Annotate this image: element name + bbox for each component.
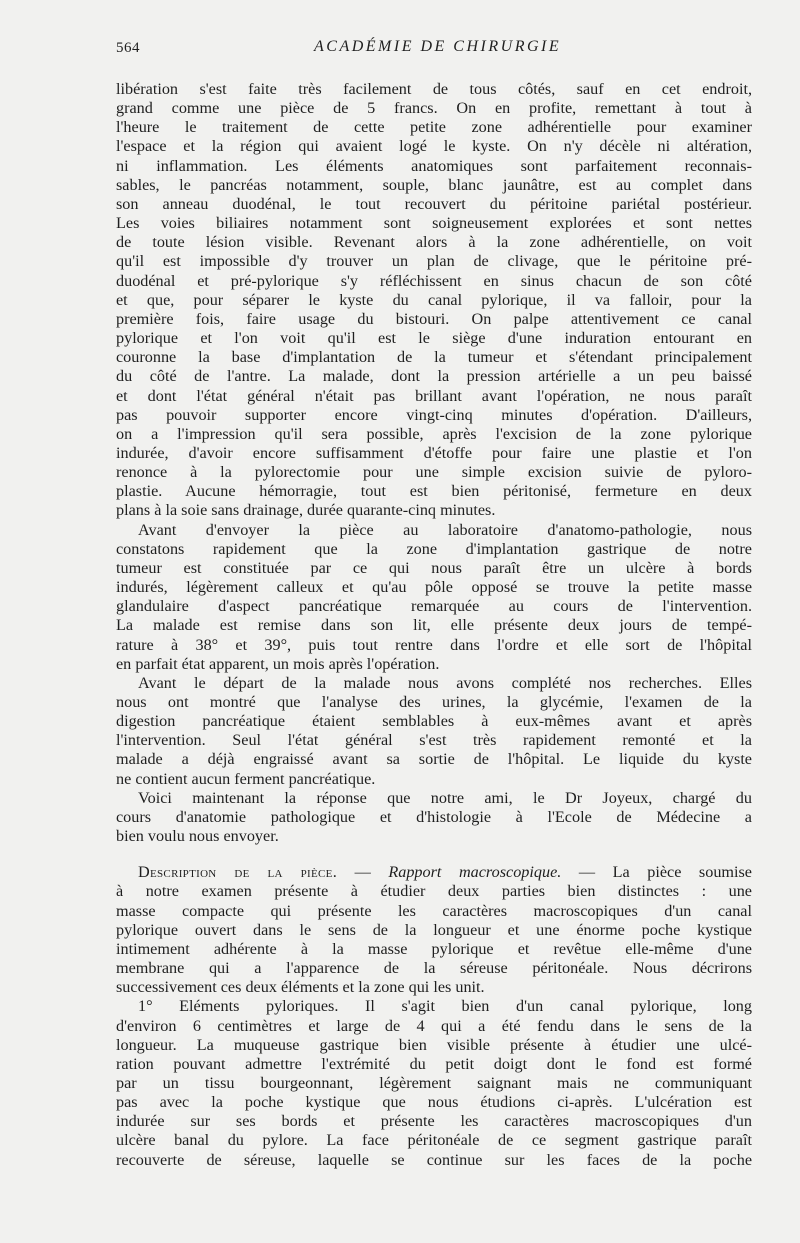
text-line: duodénal et pré-pylorique s'y réfléchissent en sinus chacun de son côté [116, 271, 752, 290]
text-line: on a l'impression qu'il sera possible, après l'excision de la zone pylorique [116, 424, 752, 443]
paragraph-follow-up [116, 674, 752, 789]
paragraph-pathology-intro [116, 789, 752, 846]
journal-title: ACADÉMIE DE CHIRURGIE [314, 38, 562, 55]
text-line: l'intervention. Seul l'état général s'est très rapidement remonté et la [116, 731, 752, 750]
text-line: indurée sur ses bords et présente les caractères macroscopiques d'un [116, 1112, 752, 1131]
text-line: tumeur est constituée par ce qui nous paraît être un ulcère à bords [116, 558, 752, 577]
italic-heading: Rapport macroscopique. [388, 863, 562, 882]
text-line: du côté de l'antre. La malade, dont la pression artérielle a un peu baissé [116, 367, 752, 386]
text-line: l'heure le traitement de cette petite zone adhérentielle pour examiner [116, 118, 752, 137]
text-line: Les voies biliaires notamment sont soigneusement explorées et sont nettes [116, 214, 752, 233]
text-line: rature à 38° et 39°, puis tout rentre dans l'ordre et elle sort de l'hôpital [116, 635, 752, 654]
text-line: de toute lésion visible. Revenant alors à la zone adhérentielle, on voit [116, 233, 752, 252]
text-line: nous ont montré que l'analyse des urines, la glycémie, l'examen de la [116, 693, 752, 711]
text-line: qu'il est impossible d'y trouver un plan de clivage, que le péritoine pré- [116, 252, 752, 271]
text-line: 1° Eléments pyloriques. Il s'agit bien d'un canal pylorique, long [138, 997, 752, 1016]
text-line: masse compacte qui présente les caractères macroscopiques d'un canal [116, 901, 752, 920]
page-number: 564 [116, 40, 140, 56]
text-line: en parfait état apparent, un mois après l'opération. [116, 654, 440, 673]
text-line: pas avec la poche kystique que nous étudions ci-après. L'ulcération est [116, 1093, 752, 1112]
section-heading: Description de la pièce. [138, 863, 338, 882]
text-line: son anneau duodénal, le tout recouvert du péritoine pariétal postérieur. [116, 194, 752, 213]
text-line: à notre examen présente à étudier deux parties bien distinctes : une [116, 882, 752, 901]
text-line: longueur. La muqueuse gastrique bien visible présente à étudier une ulcé- [116, 1035, 752, 1054]
text-line: glandulaire d'aspect pancréatique remarquée au cours de l'intervention. [116, 597, 752, 616]
text-line: intimement adhérente à la masse pylorique et revêtue elle-même d'une [116, 939, 752, 958]
text-line: première fois, faire usage du bistouri. On palpe attentivement ce canal [116, 309, 752, 328]
text-line: indurée, d'avoir encore suffisamment d'étoffe pour faire une plastie et l'on [116, 443, 752, 462]
dash: — [561, 863, 613, 882]
text-line: plans à la soie sans drainage, durée quarante-cinq minutes. [116, 501, 496, 520]
text-line: La malade est remise dans son lit, elle présente deux jours de tempé- [116, 616, 752, 635]
description-lines [116, 882, 752, 997]
text-line: indurés, légèrement calleux et qu'au pôle opposé se trouve la petite masse [116, 578, 752, 597]
text-line: et dont l'état général n'était pas brillant avant l'opération, ne nous paraît [116, 386, 752, 405]
paragraph-specimen-description [116, 863, 752, 997]
line-text: La pièce soumise [612, 863, 752, 882]
text-line: successivement ces deux éléments et la zone qui les unit. [116, 978, 485, 997]
text-line: Voici maintenant la réponse que notre ami, le Dr Joyeux, chargé du [138, 788, 752, 807]
running-header [116, 34, 752, 62]
text-line [116, 863, 752, 882]
text-line: pylorique ouvert dans le sens de la longueur et une énorme poche kystique [116, 920, 752, 939]
text-line: couronne la base d'implantation de la tumeur et s'étendant principalement [116, 348, 752, 367]
text-line: bien voulu nous envoyer. [116, 827, 279, 846]
text-line: plastie. Aucune hémorragie, tout est bien péritonisé, fermeture en deux [116, 482, 752, 501]
text-line: ne contient aucun ferment pancréatique. [116, 769, 376, 788]
text-line: constatons rapidement que la zone d'implantation gastrique de notre [116, 539, 752, 558]
text-line: libération s'est faite très facilement de tous côtés, sauf en cet endroit, [116, 80, 752, 98]
text-line: recouverte de séreuse, laquelle se continue sur les faces de la poche [116, 1150, 752, 1169]
text-line: et que, pour séparer le kyste du canal pylorique, il va falloir, pour la [116, 290, 752, 309]
paragraph-operation-report [116, 80, 752, 521]
text-line: par un tissu bourgeonnant, légèrement saignant mais ne communiquant [116, 1073, 752, 1092]
text-line: Avant d'envoyer la pièce au laboratoire d'anatomo-pathologie, nous [138, 520, 752, 539]
text-line: ulcère banal du pylore. La face péritonéale de ce segment gastrique paraît [116, 1131, 752, 1150]
text-line: Avant le départ de la malade nous avons complété nos recherches. Elles [138, 673, 752, 692]
text-line: d'environ 6 centimètres et large de 4 qui a été fendu dans le sens de la [116, 1016, 752, 1035]
text-line: digestion pancréatique étaient semblables à eux-mêmes avant et après [116, 712, 752, 731]
text-line: membrane qui a l'apparence de la séreuse péritonéale. Nous décrirons [116, 959, 752, 978]
dash: — [337, 863, 389, 882]
text-line: sables, le pancréas notamment, souple, blanc jaunâtre, est au complet dans [116, 175, 752, 194]
paragraph-pyloric-elements [116, 997, 752, 1169]
text-line: ni inflammation. Les éléments anatomiques sont parfaitement reconnais- [116, 156, 752, 175]
text-line: pylorique et l'on voit qu'il est le siège d'une induration entourant en [116, 329, 752, 348]
text-line: pas pouvoir supporter encore vingt-cinq minutes d'opération. D'ailleurs, [116, 405, 752, 424]
section-gap [116, 846, 752, 863]
body-text [116, 80, 752, 1170]
text-line: renonce à la pylorectomie pour une simple excision suivie de pyloro- [116, 463, 752, 482]
paragraph-specimen-observation [116, 521, 752, 674]
text-line: cours d'anatomie pathologique et d'histologie à l'Ecole de Médecine a [116, 807, 752, 826]
text-line: l'espace et la région qui avaient logé le kyste. On n'y décèle ni altération, [116, 137, 752, 156]
text-line: ration pouvant admettre l'extrémité du petit doigt dont le fond est formé [116, 1054, 752, 1073]
text-line: malade a déjà engraissé avant sa sortie de l'hôpital. Le liquide du kyste [116, 750, 752, 769]
text-line: grand comme une pièce de 5 francs. On en profite, remettant à tout à [116, 99, 752, 118]
